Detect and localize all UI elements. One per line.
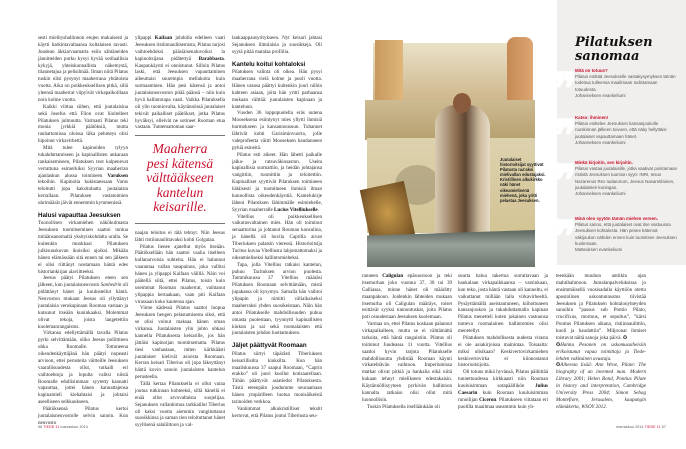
left-col-1 (38, 35, 128, 426)
quote-explanation: Pilatus sanoo, että juutalaiset ovat itse vastuussa Jeesuksen kohtalosta. Hän pesee kätensä väkijoukon nähden ennen kuin tuomitsee Jeesuksen kuolemaan. (575, 222, 677, 246)
body-paragraph: Vitellius oli poikkeuksellisen vaikutusvaltainen mies. Hän oli toiminut senaattorina ja johtanut Rooman konsulina, ja hänellä oli huvila Caprilla aivan Tiberiuksen palatsin vieressä. Historioitsija Tacitus kuvaa Vitelliusta lahjomattomaksi ja oikeamieliseksi hallintomieheksi. (232, 213, 322, 261)
sidebar-quote (575, 216, 679, 253)
sidebar-title-line1: Pilatuksen (575, 35, 653, 50)
quote-heading: Minkä kirjoitin, sen kirjoitin. (575, 160, 633, 165)
tower-left (375, 40, 403, 102)
quote-mark-icon: ❞ (553, 156, 577, 207)
issue-date: marraskuu 2014 (616, 425, 644, 429)
left-col-2 (135, 35, 225, 429)
body-paragraph: Pilatus esti aikeet. Hän lähetti paikalle jalka- ja ratsuväkiosaston. Useita kapinallisia surmattiin, ja heidän johtajansa vangittiin, tuomittiin ja teloitettiin. Kapinalliset syyttivät Pilatuksen toimineen hätäisesti ja tuomitneen ihmisiä ilman kunnollista oikeudenkäyntiä. Kantelukirje läheni Pilatuksen lähimmälle esimiehelle, Syyrian maaherralle Lucius Vitelliukselle. (232, 151, 322, 213)
quote-mark-icon: ❞ (553, 111, 577, 162)
quote-heading: Mitä on totuus? (575, 68, 608, 73)
body-paragraph: Jeesus päätyi Pilatuksen eteen sen jälkeen, kun juutalaisneuvosto Sanhedrin oli pidättänyt hänet ja kuulustellut häntä. Neuvoston mukaan Jeesus oli yllyttänyt juutalaisia verokapinaan Roomaa vastaan ja kutsunut itseään kuninkaaksi. Molemmat olivat tekoja, joista langetettiin kuolemanrangaistus. (38, 275, 128, 330)
pilate-illustration (365, 35, 540, 267)
quote-source: Johanneksen evankeliumi (575, 191, 626, 197)
pull-quote-line: pesi kätensä (146, 155, 214, 171)
body-paragraph: Tällä kertaa Pilatuksella ei ollut varaa joutua tutkinnan kohteeksi, sillä hänellä ei enää ollut arvovaltaista suojelijaa. Sejanuksen vallanhimoa tarkkaillut Tiberius oli kaksi vuotta aiemmin vangituttanut suosikkinsa ja saman tien teloituttanut hänet syyllisenä salaliittoon ja val- (135, 381, 225, 429)
body-paragraph: Tapa, jolla Vitellius ratkaisi kantelun, puhuu Tacituksen arvion puolesta. Tammikuussa 37 Vitellius määräsi Pilatuksen Roomaan selvittämään, mistä jupakassa oli kysymys. Samalla hän vaihtoi ylipapin ja nimitti väliaikaiseksi maaherraksi yhden suosikeistaan. Näin hän antoi Pilatukselle mahdollisuuden puhua omasta puolestaan, tyynnytti kapinallisten kiukun ja sai sekä roomalaisten että juutalaisten johdon luottamuksen. (232, 261, 322, 337)
right-col-2 (458, 273, 548, 417)
quote-heading: Minä olen syytön tämän miehen vereen. (575, 216, 658, 221)
body-paragraph: Vuoden 36 loppupuolella eräs uutena Mooseksena esiintynyt mies yllytti ihmisiä hurmokseen ja kansannousuun. Tuhannet lähtivät kohti Garisiminvuorta, jolle valeprofeetta väitti Mooseksen haudanneen pyhiä esineitä. (232, 110, 322, 151)
quote-explanation: Pilatus esittää Jeesukselle vastakysymyksen tämän todettua tulleensa maailmaan todistamaan totuudesta. (575, 74, 676, 92)
quote-heading: Katso: ihminen! (575, 115, 609, 120)
pull-quote-line: välttääkseen (146, 170, 214, 186)
body-paragraph: Varmaa on, ettei Pilatus koskaan palannut virkapaikalleen, mutta se ei välttämättä tarkoita, että häntä rangaistiin. Pilatus oli toiminut Juudeassa 11 vuotta. Vitellius saattoi hyvin tarjota Pilatukselle mahdollisuutta yhdistää Rooman käynti virkatehtävän vaihtoon. Imperiumissa matkat olivat pitkiä ja hankalia eikä niitä kukaan tehnyt mielikseen edestakaisin. Käytännöllisyyteen pyrkivän hallinnon kannalta ratkaisu olisi ollut mitä luonnollisin. (362, 321, 452, 403)
quote-source: Johanneksen evankeliumi (575, 139, 626, 145)
page-number: 56 (38, 425, 43, 429)
page-number: 57 (661, 425, 666, 429)
body-paragraph: Pilatuksen mahdollisesta uudesta virasta ei ole asiakirjoissa mainintaa. Toisaalta: miksi olisikaan? Keskivertovirkamiehen keskivertovirka ei kiinnostanut historioitsijoita. (458, 334, 548, 369)
body-paragraph: ranneen Caligulan epäsuosioon ja teki itsemurhan joko vuonna 37, 38 tai 39 Galliassa, minne hänet oli määrätty maanpakoon. Joidenkin lähteiden mukaan itsemurha oli Caligulan määräys, toiset esittävät syyksi tunnontuskat, joita Pilatus poti osuudestaan Jeesuksen kuolemaan. (362, 273, 453, 321)
issue-date: marraskuu 2014 (60, 425, 88, 429)
body-paragraph: Virkansa edellyttämällä tavalla Pilatus pyrki selvittämään, oliko Jeesus poliittinen uhka Roomalle. Tottuneena oikeudenkäyttäjänä hän päätyi nopeasti arvioon, ettei perusteita väitteille Jeesuksen vaarallisuudesta ollut, tutkaili eri vaihtoehtoja ja lopulta valitsi niistä Roomalle edullisimman: syytetty kannatti vapauttaa, jottei hänen kannattajensa kapinamieli kiehahtaisi ja johtaisi aseelliseen selkkaukseen. (38, 330, 128, 406)
body-paragraph: Päätöksensä Pilatus kertoi juutalaisneuvostolle selvin sanoin. Kun neuvosto (38, 406, 128, 426)
body-paragraph: Viime kädessä Pilatus saattoi luopua Jeesuksen hengen pelastamisesta siksi, että se olisi voinut maksaa hänen oman virkansa. Juutalaisten ylin johto uhkasi kannella Pilatuksesta keisarille, jos hän jättäisi kapinoijan tuomitsematta. Pilatus tiesi vanhastaan, miten kärkkäästi juutalaiset kielivät asioista Roomaan. Kerran keisari Tiberius oli jopa läksyttänyt häntä kovin sanoin juutalaisten kantelun perusteella. (135, 305, 225, 381)
body-paragraph: ✪Aiheesta lisää: Ann Wroe, Pilate: The biography of an invented man. Modern Library 2001; Helen Bond, Pontius Pilate in history and interpretation, Cambridge University Press 2004; Simon Sebag Montefiore, Jerusalem, kaupungin elämäkerta, WSOY 2012. (556, 362, 646, 410)
body-paragraph: Vanhimmat alkukristilliset tekstit kertovat, että Pilatus joutui Tiberiusta seu- (232, 405, 322, 419)
magazine-name: TIEDE 11 (644, 425, 661, 429)
quote-explanation: Pilatus esittelee Jeesuksen kansanjoukolle ruoskinnan jälkeen toivoen, että näky hellyttäisi juutalaiset vapauttamaan hänet. (575, 121, 667, 139)
left-footer (38, 425, 88, 429)
sidebar-quote (575, 68, 679, 99)
body-paragraph: Oli totuus mikä hyvänsä, Pilatus päihittää tunnettuudessa kirkkaasti niin Rooman kuuluisimman sotapäällikön Julius Caesarin kuin Rooman kuuluisimman runoilijan Ciceron. Pilatukseen viitataan eri puolilla maailmaa useammin kuin yh- (458, 369, 548, 410)
body-paragraph: ylipappi Kaifaan johdolla edelleen vaati Jeesuksen ristiinnaulitsemista, Pilatus tarjosi vaihtoehdoksi pääsiäisenaluvoiksi la kapinoitsijana pidätettyä Barabbasta. Kaupankäynti ei onnistunut. Silloin Pilatus laski, että Jeesuksen vapauttaminen aiheuttaisi suurempia mellakoita kuin surmaaminen. Hän pesi kätensä ja antoi juutalaisneuvoston pitää päänsä – niin kuin hyvä hallintotapa vaati. Vaikka Pilatuksella oli ylin tuomiovalta, käytännössä juutalaiset tekivät paikalliset päätökset, jotka Pilatus hyväksyi, elleivät ne sotineet Rooman etua vastaan. Tuntemattoman saar- (135, 35, 225, 131)
sidebar-quote (575, 160, 679, 197)
stone-base (367, 230, 535, 267)
quote-explanation: Pilatus vastaa juutalaisille, jotka vaativat poistamaan rististä Jeesuksen tuomion syyn: INRI, Iesus Nazarenus Rex Iudaeorum, Jeesus Nasaretilainen, juutalaisten kuningas. (575, 166, 678, 190)
quote-mark-icon: ❞ (553, 212, 577, 263)
sidebar-quote (575, 115, 679, 146)
body-paragraph: Tuonollisen virkamiehen näkökulmasta Jeesuksen tuomitseminen saattoi tuntua mitäänsanomaltä yksityiskohdalta uralla. Se kuitenkin muokkasi Pilatuksen julkisuuskuvan ikuisiksi ajoiksi. Mikään hänen elämässään sitä ennen tai sen jälkeen ei olisi riittänyt nostamaan häntä edes historiankirjan alaviitteeksi. (38, 220, 128, 275)
pull-quote-line: Maaherra (152, 141, 208, 157)
left-col-3 (232, 35, 322, 417)
section-heading: Kantelu koitui kohtaloksi (232, 60, 306, 68)
section-heading: Halusi vapauttaa Jeesuksen (38, 211, 121, 219)
figure-head (453, 93, 471, 113)
quote-source: Johanneksen evankeliumi (575, 92, 626, 98)
body-paragraph: suurta halua takertua surrattavaan ja hankalaan virkapaikkaansa – varsinkaan, kun teko, josta häntä vastaan oli kanneltu, ei vaikuttanut millään laila virkavirheeltä. Pysäyttämällä aseistautuneen, kiihottuneen kansanjoukon ja tukahduttamalla kapinan Pilatus menetteli kuten jokainen vastuunsa tunteva roomalainen hallintomies olisi menetellyt. (458, 273, 548, 334)
section-heading: Jäljet päättyvät Roomaan (232, 342, 307, 350)
body-paragraph: sesti mielityshallinnon etujen mukaisesti ja käytti harkintavaltaansa koltalaisen tavasti. Juudean äkkiarvaamatta esiin sähtäneiden jännitteiden purku kysyi hyvää sotilaallisia kykyjä, yhteiskunnallista näkemystä, tilannetajua ja pelisilmää. Ilman niitä Pilatus tuskin olisi pysynyt maaherrana yhtätoista vuotta. Aika on poikkeuksellisen pitkä, sillä yleensä maaherrat viipyivät virkapaikoillaan noin kolme vuotta. (38, 35, 128, 103)
right-col-3 (556, 273, 646, 417)
body-paragraph: Mitä tulee kapinoiden tylyyn tukahduttamiseen ja kapinallisten ankaraan rankaisemiseen, Pilatuksen teot kalpenevat verrattuna esimerkiksi Syyrian maaherran ajanlaskun alussa toimineen Varuksen tekoihin. Kapinoita kukistaessaan Varus teloitutti jopa kaksituhatta juutalaista kerrallaan. Pilatuksen vastatoimien uhrimäärät jäivät ennemmin kymmenissä. (38, 145, 128, 206)
tower-right (507, 37, 533, 102)
body-paragraph: naajan teloitus ei tätä tehnyt. Niin Jeesus lähti ristiinnaulittavaksi kohti Golgataa. (135, 229, 225, 243)
sidebar-title (575, 36, 653, 64)
body-paragraph: lankaappausyritykseen. Nyt keisari jahtasi Sejanuksen liittolaisia ja suosikkeja. Oli syytä pitää matalaa profiilia. (232, 35, 322, 55)
body-paragraph: Pilatuksen valinta oli oikea. Hän pysyi maaherrana vielä kolme ja puoli vuotta. Hänen uransa päättyi kuitenkin juuri niihin kahteen asiaan, joita hän yritti parhaansa mukaan välttää: juutalaisten kapinaan ja kanteluun. (232, 69, 322, 110)
quotes-sidebar (553, 0, 686, 265)
right-footer (616, 425, 666, 429)
sidebar-title-line2: sanomaa (575, 49, 640, 64)
image-caption: Juutalaiset historioitsijat syyttivät Pilatusta raa'aksi mielivallan edustajaksi. Kristillinen alkukirkko näki hänet oikeamielisenä miehenä, joka yritti pelastaa Jeesuksen. (500, 157, 546, 203)
quote-mark-icon: ❞ (553, 64, 577, 115)
body-paragraph: ✪Hannu Pesonen on uskomusaiheisiin erikoistunut vapaa toimittaja ja Tiede-lehden vakituinen avustaja. (556, 341, 646, 362)
body-paragraph: teenkään muuhun antiikin ajan mahtihahmoon. Jumalanpalveluksissa jo ensimmäisellä vuosisadalla käyttöön otettu apostolinen uskontunnustus tiivistää Jeesuksen ja Pilatuksen kohtalonyhteyden sanoihin ”passus sub Pontio Pilato, crucifixus, mortuus, et sepultus”, ”kärsi Pontius Pilatuksen aikana, ristiinnaulittiin, kuoli ja haudattiin”. Miljoonat ihmiset toistavat näitä sanoja joka päivä. ✪ (556, 273, 646, 341)
pull-quote-line: kantelun keisarille. (153, 184, 207, 215)
body-paragraph: Pilatus siirtyi täpärästi Tiberiuksen keisarillisilta kiuksilta. Kun hän maaliskuussa 37 saapui Roomaan, ”Caprin erakko” oli juuri kuollut kotisaarellaan. Tähän päättyvät asiatiedot Pilatuksesta. Tästä eteenpäin joudumme seuraamaan hänen ympärilleen luotua monisäikeistä tarinoiden verkkoa. (232, 350, 322, 405)
right-col-1 (362, 273, 452, 417)
body-paragraph: Kaikki viittaa siihen, että juutalaisina sekä Josefus että Filon ovat liioitelleet Pilatuksen julmuutta. Varmasti Pilatus teki monia jyrkkiä päätöksiä, mutta rauhattomissa oloissa liika pehmeys olisi hipoinut virkavirhettä. (38, 103, 128, 145)
magazine-name: TIEDE 11 (43, 425, 60, 429)
body-paragraph: Pilatus lienee ajatellut myös itseään. Päätöksellään hän saattoi vaalia itselleen kullanarvoisia suhteita. Hän ei halunnut vaarantaa vallan tasapainoa, joka vallitsi hänen ja ylipappi Kaifaan välillä. Näin voi päätellä siitä, ettei Pilatus, toisin kuin useimmat Rooman maaherrat, vaihtanut ylipappia kertaakaan, vaan piti Kaifaan virassaan koko kautensa ajan. (135, 243, 225, 305)
body-paragraph: Tuskin Pilatuksella itselläänkään oli (367, 403, 440, 410)
pull-quote (135, 135, 225, 224)
quote-source: Matteuksen evankeliumi (575, 247, 623, 253)
